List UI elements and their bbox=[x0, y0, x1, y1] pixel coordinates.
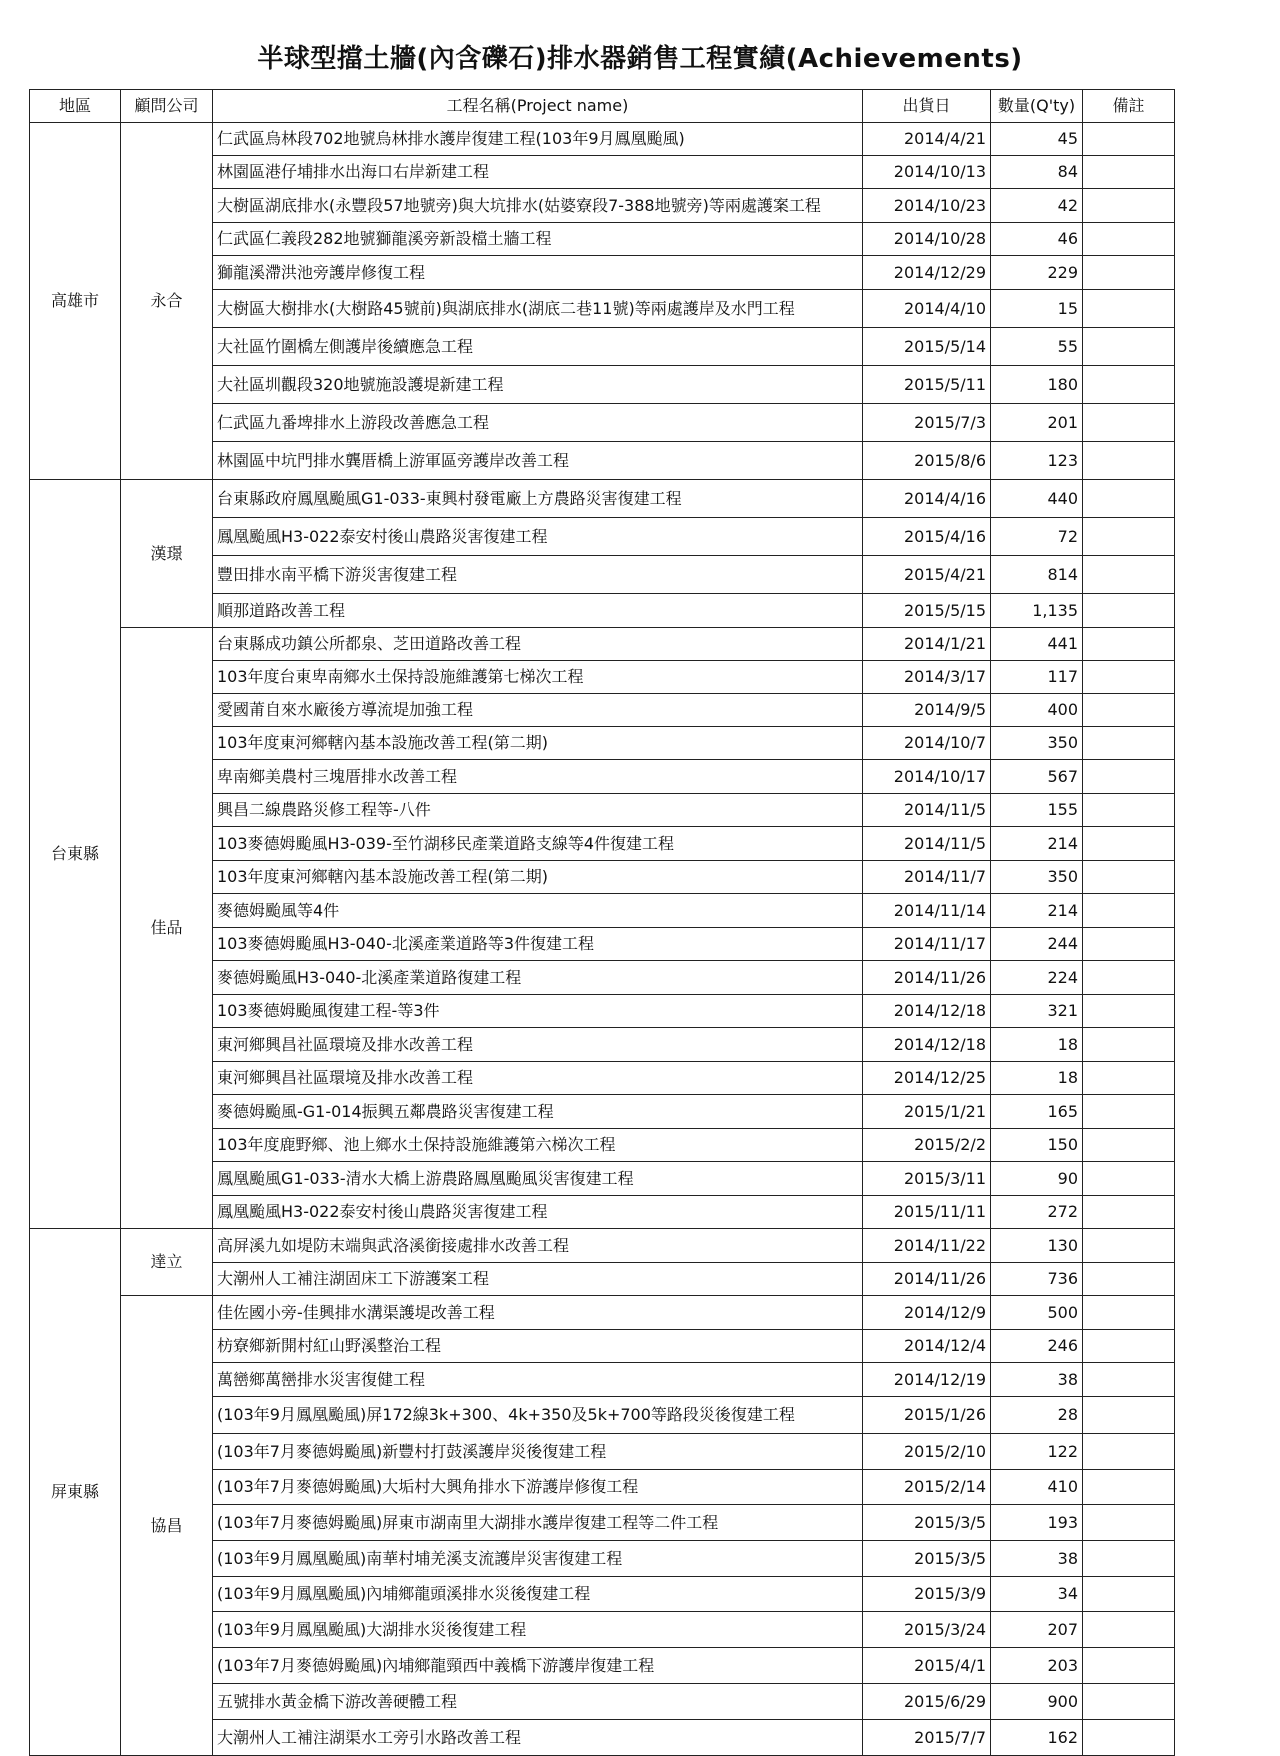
quantity-cell: 28 bbox=[991, 1397, 1083, 1434]
remark-cell bbox=[1083, 861, 1175, 894]
project-name-cell: 高屏溪九如堤防末端與武洛溪銜接處排水改善工程 bbox=[213, 1229, 863, 1263]
ship-date-cell: 2014/12/19 bbox=[863, 1363, 991, 1397]
ship-date-cell: 2015/8/6 bbox=[863, 442, 991, 480]
header-row bbox=[30, 90, 1175, 123]
remark-cell bbox=[1083, 1470, 1175, 1505]
project-name-cell: 103年度鹿野鄉、池上鄉水土保持設施維護第六梯次工程 bbox=[213, 1129, 863, 1162]
ship-date-cell: 2015/1/26 bbox=[863, 1397, 991, 1434]
project-name-cell: 東河鄉興昌社區環境及排水改善工程 bbox=[213, 1028, 863, 1062]
remark-cell bbox=[1083, 760, 1175, 794]
project-name-cell: 鳳凰颱風H3-022泰安村後山農路災害復建工程 bbox=[213, 1196, 863, 1229]
remark-cell bbox=[1083, 156, 1175, 189]
quantity-cell: 46 bbox=[991, 223, 1083, 256]
project-name-cell: 大社區圳觀段320地號施設護堤新建工程 bbox=[213, 366, 863, 404]
region-cell: 屏東縣 bbox=[30, 1229, 121, 1756]
quantity-cell: 117 bbox=[991, 661, 1083, 694]
quantity-cell: 193 bbox=[991, 1505, 1083, 1541]
ship-date-cell: 2014/11/17 bbox=[863, 928, 991, 961]
project-name-cell: 103年度台東卑南鄉水土保持設施維護第七梯次工程 bbox=[213, 661, 863, 694]
quantity-cell: 272 bbox=[991, 1196, 1083, 1229]
project-name-cell: 鳳凰颱風G1-033-清水大橋上游農路鳳凰颱風災害復建工程 bbox=[213, 1162, 863, 1196]
quantity-cell: 567 bbox=[991, 760, 1083, 794]
quantity-cell: 500 bbox=[991, 1296, 1083, 1330]
project-name-cell: 麥德姆颱風等4件 bbox=[213, 894, 863, 928]
page-title: 半球型擋土牆(內含礫石)排水器銷售工程實績(Achievements) bbox=[257, 44, 1023, 74]
remark-cell bbox=[1083, 366, 1175, 404]
quantity-cell: 1,135 bbox=[991, 594, 1083, 628]
ship-date-cell: 2015/3/11 bbox=[863, 1162, 991, 1196]
remark-cell bbox=[1083, 1263, 1175, 1296]
quantity-cell: 122 bbox=[991, 1434, 1083, 1470]
project-name-cell: (103年7月麥德姆颱風)內埔鄉龍頸西中義橋下游護岸復建工程 bbox=[213, 1648, 863, 1684]
project-name-cell: 興昌二線農路災修工程等-八件 bbox=[213, 794, 863, 827]
ship-date-cell: 2014/10/23 bbox=[863, 189, 991, 223]
project-name-cell: 佳佐國小旁-佳興排水溝渠護堤改善工程 bbox=[213, 1296, 863, 1330]
ship-date-cell: 2015/3/9 bbox=[863, 1577, 991, 1612]
project-name-cell: (103年9月鳳凰颱風)內埔鄉龍頭溪排水災後復建工程 bbox=[213, 1577, 863, 1612]
remark-cell bbox=[1083, 661, 1175, 694]
project-name-cell: 仁武區仁義段282地號獅龍溪旁新設檔土牆工程 bbox=[213, 223, 863, 256]
ship-date-cell: 2014/10/17 bbox=[863, 760, 991, 794]
ship-date-cell: 2014/12/18 bbox=[863, 1028, 991, 1062]
remark-cell bbox=[1083, 995, 1175, 1028]
header-region: 地區 bbox=[30, 90, 121, 123]
ship-date-cell: 2015/2/10 bbox=[863, 1434, 991, 1470]
ship-date-cell: 2014/3/17 bbox=[863, 661, 991, 694]
project-name-cell: 麥德姆颱風-G1-014振興五鄰農路災害復建工程 bbox=[213, 1095, 863, 1129]
quantity-cell: 18 bbox=[991, 1062, 1083, 1095]
ship-date-cell: 2015/7/7 bbox=[863, 1720, 991, 1756]
ship-date-cell: 2014/12/9 bbox=[863, 1296, 991, 1330]
project-name-cell: 獅龍溪滯洪池旁護岸修復工程 bbox=[213, 256, 863, 290]
remark-cell bbox=[1083, 594, 1175, 628]
remark-cell bbox=[1083, 1720, 1175, 1756]
remark-cell bbox=[1083, 1229, 1175, 1263]
quantity-cell: 224 bbox=[991, 961, 1083, 995]
ship-date-cell: 2015/3/5 bbox=[863, 1541, 991, 1577]
project-name-cell: 大潮州人工補注湖固床工下游護案工程 bbox=[213, 1263, 863, 1296]
remark-cell bbox=[1083, 961, 1175, 995]
project-name-cell: 東河鄉興昌社區環境及排水改善工程 bbox=[213, 1062, 863, 1095]
quantity-cell: 229 bbox=[991, 256, 1083, 290]
remark-cell bbox=[1083, 518, 1175, 556]
table-row bbox=[30, 123, 1175, 156]
ship-date-cell: 2015/2/2 bbox=[863, 1129, 991, 1162]
remark-cell bbox=[1083, 1162, 1175, 1196]
quantity-cell: 84 bbox=[991, 156, 1083, 189]
remark-cell bbox=[1083, 189, 1175, 223]
remark-cell bbox=[1083, 727, 1175, 760]
consultant-cell: 協昌 bbox=[121, 1296, 213, 1756]
region-cell: 台東縣 bbox=[30, 480, 121, 1229]
ship-date-cell: 2014/10/13 bbox=[863, 156, 991, 189]
quantity-cell: 165 bbox=[991, 1095, 1083, 1129]
project-name-cell: (103年9月鳳凰颱風)大湖排水災後復建工程 bbox=[213, 1612, 863, 1648]
quantity-cell: 900 bbox=[991, 1684, 1083, 1720]
remark-cell bbox=[1083, 328, 1175, 366]
ship-date-cell: 2014/12/18 bbox=[863, 995, 991, 1028]
ship-date-cell: 2014/12/4 bbox=[863, 1330, 991, 1363]
project-name-cell: (103年9月鳳凰颱風)屏172線3k+300、4k+350及5k+700等路段災後復建工程 bbox=[213, 1397, 863, 1434]
consultant-cell: 永合 bbox=[121, 123, 213, 480]
project-name-cell: 台東縣成功鎮公所都泉、芝田道路改善工程 bbox=[213, 628, 863, 661]
ship-date-cell: 2014/12/25 bbox=[863, 1062, 991, 1095]
ship-date-cell: 2014/11/22 bbox=[863, 1229, 991, 1263]
quantity-cell: 814 bbox=[991, 556, 1083, 594]
remark-cell bbox=[1083, 827, 1175, 861]
project-name-cell: 103麥德姆颱風H3-040-北溪產業道路等3件復建工程 bbox=[213, 928, 863, 961]
project-name-cell: 台東縣政府鳳凰颱風G1-033-東興村發電廠上方農路災害復建工程 bbox=[213, 480, 863, 518]
project-name-cell: 愛國莆自來水廠後方導流堤加強工程 bbox=[213, 694, 863, 727]
header-consultant: 顧問公司 bbox=[121, 90, 213, 123]
quantity-cell: 400 bbox=[991, 694, 1083, 727]
remark-cell bbox=[1083, 1129, 1175, 1162]
ship-date-cell: 2015/7/3 bbox=[863, 404, 991, 442]
ship-date-cell: 2015/1/21 bbox=[863, 1095, 991, 1129]
consultant-cell: 達立 bbox=[121, 1229, 213, 1296]
quantity-cell: 350 bbox=[991, 861, 1083, 894]
quantity-cell: 38 bbox=[991, 1363, 1083, 1397]
project-name-cell: 103麥德姆颱風復建工程-等3件 bbox=[213, 995, 863, 1028]
project-name-cell: 鳳凰颱風H3-022泰安村後山農路災害復建工程 bbox=[213, 518, 863, 556]
header-remark: 備註 bbox=[1083, 90, 1175, 123]
project-name-cell: 順那道路改善工程 bbox=[213, 594, 863, 628]
quantity-cell: 214 bbox=[991, 894, 1083, 928]
remark-cell bbox=[1083, 404, 1175, 442]
quantity-cell: 350 bbox=[991, 727, 1083, 760]
ship-date-cell: 2015/4/21 bbox=[863, 556, 991, 594]
remark-cell bbox=[1083, 1397, 1175, 1434]
project-name-cell: 豐田排水南平橋下游災害復建工程 bbox=[213, 556, 863, 594]
quantity-cell: 72 bbox=[991, 518, 1083, 556]
ship-date-cell: 2014/10/7 bbox=[863, 727, 991, 760]
project-name-cell: 仁武區烏林段702地號烏林排水護岸復建工程(103年9月鳳凰颱風) bbox=[213, 123, 863, 156]
remark-cell bbox=[1083, 1095, 1175, 1129]
remark-cell bbox=[1083, 794, 1175, 827]
quantity-cell: 130 bbox=[991, 1229, 1083, 1263]
ship-date-cell: 2014/4/10 bbox=[863, 290, 991, 328]
remark-cell bbox=[1083, 1612, 1175, 1648]
project-name-cell: 103年度東河鄉轄內基本設施改善工程(第二期) bbox=[213, 861, 863, 894]
quantity-cell: 180 bbox=[991, 366, 1083, 404]
quantity-cell: 38 bbox=[991, 1541, 1083, 1577]
remark-cell bbox=[1083, 256, 1175, 290]
region-cell: 高雄市 bbox=[30, 123, 121, 480]
ship-date-cell: 2014/11/26 bbox=[863, 961, 991, 995]
project-name-cell: (103年7月麥德姆颱風)屏東市湖南里大湖排水護岸復建工程等二件工程 bbox=[213, 1505, 863, 1541]
achievements-table bbox=[29, 89, 1175, 1756]
consultant-cell: 漢璟 bbox=[121, 480, 213, 628]
remark-cell bbox=[1083, 1577, 1175, 1612]
quantity-cell: 410 bbox=[991, 1470, 1083, 1505]
ship-date-cell: 2014/12/29 bbox=[863, 256, 991, 290]
table-row bbox=[30, 480, 1175, 518]
ship-date-cell: 2015/4/16 bbox=[863, 518, 991, 556]
remark-cell bbox=[1083, 223, 1175, 256]
remark-cell bbox=[1083, 1330, 1175, 1363]
ship-date-cell: 2014/9/5 bbox=[863, 694, 991, 727]
remark-cell bbox=[1083, 1541, 1175, 1577]
ship-date-cell: 2014/11/7 bbox=[863, 861, 991, 894]
ship-date-cell: 2015/3/24 bbox=[863, 1612, 991, 1648]
remark-cell bbox=[1083, 1296, 1175, 1330]
quantity-cell: 55 bbox=[991, 328, 1083, 366]
remark-cell bbox=[1083, 123, 1175, 156]
quantity-cell: 15 bbox=[991, 290, 1083, 328]
quantity-cell: 440 bbox=[991, 480, 1083, 518]
remark-cell bbox=[1083, 1196, 1175, 1229]
project-name-cell: 萬巒鄉萬巒排水災害復健工程 bbox=[213, 1363, 863, 1397]
ship-date-cell: 2014/11/5 bbox=[863, 827, 991, 861]
remark-cell bbox=[1083, 480, 1175, 518]
remark-cell bbox=[1083, 928, 1175, 961]
table-body bbox=[30, 123, 1175, 1756]
ship-date-cell: 2015/11/11 bbox=[863, 1196, 991, 1229]
ship-date-cell: 2015/3/5 bbox=[863, 1505, 991, 1541]
quantity-cell: 155 bbox=[991, 794, 1083, 827]
quantity-cell: 246 bbox=[991, 1330, 1083, 1363]
ship-date-cell: 2014/11/5 bbox=[863, 794, 991, 827]
quantity-cell: 150 bbox=[991, 1129, 1083, 1162]
remark-cell bbox=[1083, 442, 1175, 480]
table-row bbox=[30, 1229, 1175, 1263]
ship-date-cell: 2014/11/14 bbox=[863, 894, 991, 928]
remark-cell bbox=[1083, 628, 1175, 661]
quantity-cell: 42 bbox=[991, 189, 1083, 223]
project-name-cell: 枋寮鄉新開村紅山野溪整治工程 bbox=[213, 1330, 863, 1363]
ship-date-cell: 2014/4/21 bbox=[863, 123, 991, 156]
quantity-cell: 34 bbox=[991, 1577, 1083, 1612]
project-name-cell: 五號排水黃金橋下游改善硬體工程 bbox=[213, 1684, 863, 1720]
quantity-cell: 45 bbox=[991, 123, 1083, 156]
remark-cell bbox=[1083, 1363, 1175, 1397]
ship-date-cell: 2014/4/16 bbox=[863, 480, 991, 518]
quantity-cell: 214 bbox=[991, 827, 1083, 861]
project-name-cell: 卑南鄉美農村三塊厝排水改善工程 bbox=[213, 760, 863, 794]
project-name-cell: (103年9月鳳凰颱風)南華村埔羌溪支流護岸災害復建工程 bbox=[213, 1541, 863, 1577]
remark-cell bbox=[1083, 1505, 1175, 1541]
project-name-cell: (103年7月麥德姆颱風)新豐村打鼓溪護岸災後復建工程 bbox=[213, 1434, 863, 1470]
quantity-cell: 244 bbox=[991, 928, 1083, 961]
remark-cell bbox=[1083, 1648, 1175, 1684]
ship-date-cell: 2015/2/14 bbox=[863, 1470, 991, 1505]
project-name-cell: 大社區竹圍橋左側護岸後續應急工程 bbox=[213, 328, 863, 366]
project-name-cell: 103年度東河鄉轄內基本設施改善工程(第二期) bbox=[213, 727, 863, 760]
remark-cell bbox=[1083, 694, 1175, 727]
ship-date-cell: 2015/5/11 bbox=[863, 366, 991, 404]
remark-cell bbox=[1083, 556, 1175, 594]
project-name-cell: 大潮州人工補注湖渠水工旁引水路改善工程 bbox=[213, 1720, 863, 1756]
quantity-cell: 18 bbox=[991, 1028, 1083, 1062]
project-name-cell: (103年7月麥德姆颱風)大垢村大興角排水下游護岸修復工程 bbox=[213, 1470, 863, 1505]
project-name-cell: 大樹區湖底排水(永豐段57地號旁)與大坑排水(姑婆寮段7-388地號旁)等兩處護案工程 bbox=[213, 189, 863, 223]
ship-date-cell: 2014/10/28 bbox=[863, 223, 991, 256]
remark-cell bbox=[1083, 1684, 1175, 1720]
quantity-cell: 123 bbox=[991, 442, 1083, 480]
quantity-cell: 90 bbox=[991, 1162, 1083, 1196]
project-name-cell: 麥德姆颱風H3-040-北溪產業道路復建工程 bbox=[213, 961, 863, 995]
quantity-cell: 736 bbox=[991, 1263, 1083, 1296]
project-name-cell: 林園區港仔埔排水出海口右岸新建工程 bbox=[213, 156, 863, 189]
remark-cell bbox=[1083, 894, 1175, 928]
quantity-cell: 441 bbox=[991, 628, 1083, 661]
remark-cell bbox=[1083, 1434, 1175, 1470]
quantity-cell: 207 bbox=[991, 1612, 1083, 1648]
quantity-cell: 201 bbox=[991, 404, 1083, 442]
remark-cell bbox=[1083, 1062, 1175, 1095]
ship-date-cell: 2014/11/26 bbox=[863, 1263, 991, 1296]
project-name-cell: 103麥德姆颱風H3-039-至竹湖移民產業道路支線等4件復建工程 bbox=[213, 827, 863, 861]
ship-date-cell: 2015/6/29 bbox=[863, 1684, 991, 1720]
table-row bbox=[30, 1296, 1175, 1330]
header-date: 出貨日 bbox=[863, 90, 991, 123]
quantity-cell: 321 bbox=[991, 995, 1083, 1028]
ship-date-cell: 2015/5/15 bbox=[863, 594, 991, 628]
remark-cell bbox=[1083, 290, 1175, 328]
header-qty: 數量(Q'ty) bbox=[991, 90, 1083, 123]
quantity-cell: 203 bbox=[991, 1648, 1083, 1684]
ship-date-cell: 2015/5/14 bbox=[863, 328, 991, 366]
consultant-cell: 佳品 bbox=[121, 628, 213, 1229]
project-name-cell: 大樹區大樹排水(大樹路45號前)與湖底排水(湖底二巷11號)等兩處護岸及水門工程 bbox=[213, 290, 863, 328]
table-row bbox=[30, 628, 1175, 661]
header-project: 工程名稱(Project name) bbox=[213, 90, 863, 123]
ship-date-cell: 2014/1/21 bbox=[863, 628, 991, 661]
ship-date-cell: 2015/4/1 bbox=[863, 1648, 991, 1684]
project-name-cell: 林園區中坑門排水龔厝橋上游軍區旁護岸改善工程 bbox=[213, 442, 863, 480]
project-name-cell: 仁武區九番埤排水上游段改善應急工程 bbox=[213, 404, 863, 442]
remark-cell bbox=[1083, 1028, 1175, 1062]
quantity-cell: 162 bbox=[991, 1720, 1083, 1756]
